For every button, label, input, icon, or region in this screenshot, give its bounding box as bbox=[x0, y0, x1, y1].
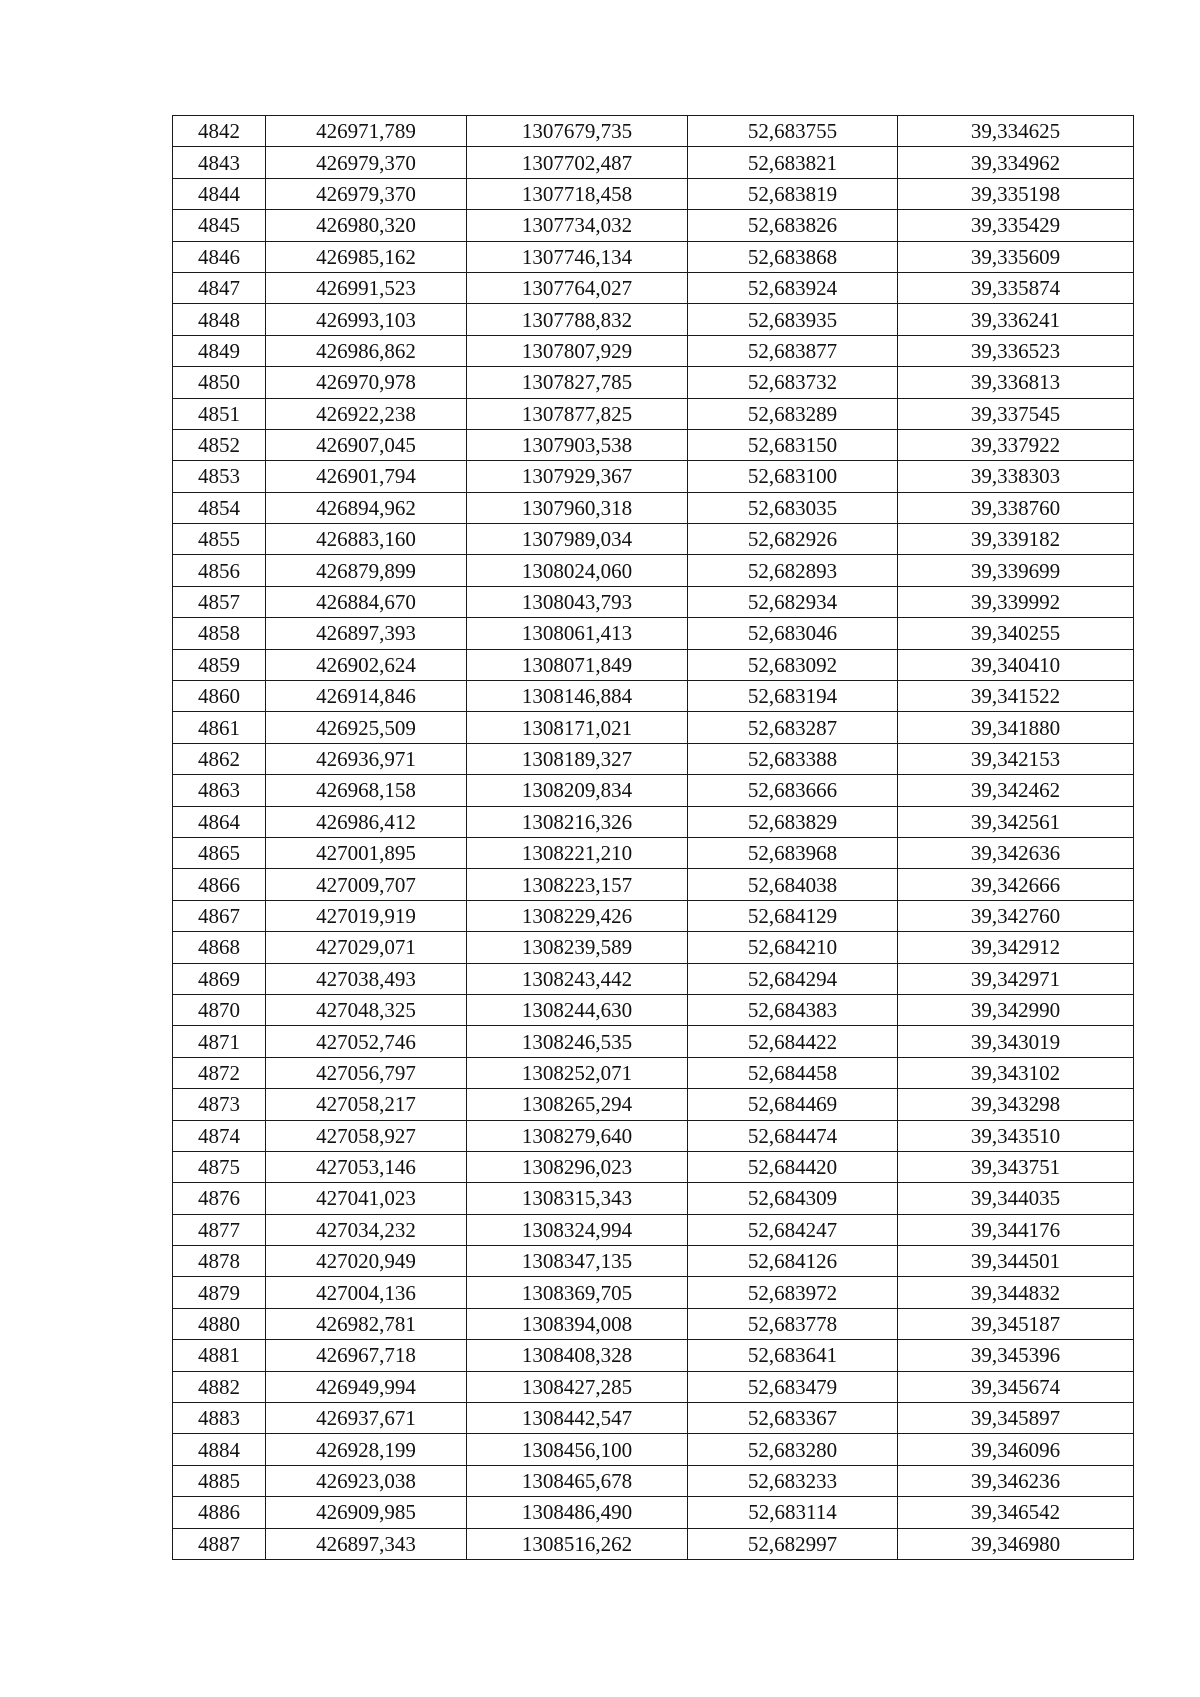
point-number-cell: 4853 bbox=[173, 461, 266, 492]
longitude-cell: 39,346980 bbox=[898, 1528, 1134, 1559]
longitude-cell: 39,337922 bbox=[898, 429, 1134, 460]
table-row bbox=[173, 963, 1134, 994]
point-number-cell: 4844 bbox=[173, 178, 266, 209]
table-row bbox=[173, 335, 1134, 366]
x-coordinate-cell: 426897,343 bbox=[266, 1528, 467, 1559]
table-row bbox=[173, 1151, 1134, 1182]
latitude-cell: 52,683280 bbox=[688, 1434, 898, 1465]
y-coordinate-cell: 1308043,793 bbox=[467, 586, 688, 617]
point-number-cell: 4887 bbox=[173, 1528, 266, 1559]
x-coordinate-cell: 426928,199 bbox=[266, 1434, 467, 1465]
longitude-cell: 39,342462 bbox=[898, 775, 1134, 806]
latitude-cell: 52,684294 bbox=[688, 963, 898, 994]
table-row bbox=[173, 1403, 1134, 1434]
y-coordinate-cell: 1308171,021 bbox=[467, 712, 688, 743]
y-coordinate-cell: 1308465,678 bbox=[467, 1465, 688, 1496]
longitude-cell: 39,335874 bbox=[898, 272, 1134, 303]
x-coordinate-cell: 426907,045 bbox=[266, 429, 467, 460]
longitude-cell: 39,342760 bbox=[898, 900, 1134, 931]
table-row bbox=[173, 178, 1134, 209]
longitude-cell: 39,344035 bbox=[898, 1183, 1134, 1214]
point-number-cell: 4870 bbox=[173, 994, 266, 1025]
longitude-cell: 39,343019 bbox=[898, 1026, 1134, 1057]
latitude-cell: 52,683641 bbox=[688, 1340, 898, 1371]
x-coordinate-cell: 426979,370 bbox=[266, 178, 467, 209]
table-row bbox=[173, 712, 1134, 743]
y-coordinate-cell: 1308246,535 bbox=[467, 1026, 688, 1057]
x-coordinate-cell: 427041,023 bbox=[266, 1183, 467, 1214]
longitude-cell: 39,343510 bbox=[898, 1120, 1134, 1151]
longitude-cell: 39,340410 bbox=[898, 649, 1134, 680]
x-coordinate-cell: 426985,162 bbox=[266, 241, 467, 272]
longitude-cell: 39,336523 bbox=[898, 335, 1134, 366]
table-row bbox=[173, 555, 1134, 586]
table-row bbox=[173, 1089, 1134, 1120]
point-number-cell: 4861 bbox=[173, 712, 266, 743]
longitude-cell: 39,342636 bbox=[898, 837, 1134, 868]
y-coordinate-cell: 1308252,071 bbox=[467, 1057, 688, 1088]
y-coordinate-cell: 1308209,834 bbox=[467, 775, 688, 806]
table-row bbox=[173, 492, 1134, 523]
x-coordinate-cell: 426923,038 bbox=[266, 1465, 467, 1496]
x-coordinate-cell: 426967,718 bbox=[266, 1340, 467, 1371]
longitude-cell: 39,342990 bbox=[898, 994, 1134, 1025]
x-coordinate-cell: 427058,217 bbox=[266, 1089, 467, 1120]
y-coordinate-cell: 1307960,318 bbox=[467, 492, 688, 523]
coordinates-table bbox=[172, 115, 1134, 1560]
y-coordinate-cell: 1307679,735 bbox=[467, 116, 688, 147]
latitude-cell: 52,683755 bbox=[688, 116, 898, 147]
table-row bbox=[173, 900, 1134, 931]
longitude-cell: 39,340255 bbox=[898, 618, 1134, 649]
table-row bbox=[173, 1528, 1134, 1559]
latitude-cell: 52,683114 bbox=[688, 1497, 898, 1528]
longitude-cell: 39,345897 bbox=[898, 1403, 1134, 1434]
point-number-cell: 4866 bbox=[173, 869, 266, 900]
x-coordinate-cell: 426937,671 bbox=[266, 1403, 467, 1434]
point-number-cell: 4842 bbox=[173, 116, 266, 147]
x-coordinate-cell: 426991,523 bbox=[266, 272, 467, 303]
point-number-cell: 4883 bbox=[173, 1403, 266, 1434]
longitude-cell: 39,342561 bbox=[898, 806, 1134, 837]
latitude-cell: 52,684126 bbox=[688, 1246, 898, 1277]
table-row bbox=[173, 994, 1134, 1025]
y-coordinate-cell: 1308394,008 bbox=[467, 1308, 688, 1339]
table-row bbox=[173, 429, 1134, 460]
x-coordinate-cell: 427053,146 bbox=[266, 1151, 467, 1182]
x-coordinate-cell: 426936,971 bbox=[266, 743, 467, 774]
point-number-cell: 4862 bbox=[173, 743, 266, 774]
x-coordinate-cell: 426993,103 bbox=[266, 304, 467, 335]
point-number-cell: 4876 bbox=[173, 1183, 266, 1214]
x-coordinate-cell: 427019,919 bbox=[266, 900, 467, 931]
latitude-cell: 52,682893 bbox=[688, 555, 898, 586]
longitude-cell: 39,334625 bbox=[898, 116, 1134, 147]
y-coordinate-cell: 1307877,825 bbox=[467, 398, 688, 429]
y-coordinate-cell: 1308146,884 bbox=[467, 681, 688, 712]
longitude-cell: 39,338760 bbox=[898, 492, 1134, 523]
latitude-cell: 52,683968 bbox=[688, 837, 898, 868]
table-row bbox=[173, 837, 1134, 868]
table-row bbox=[173, 869, 1134, 900]
point-number-cell: 4855 bbox=[173, 524, 266, 555]
x-coordinate-cell: 427052,746 bbox=[266, 1026, 467, 1057]
x-coordinate-cell: 426979,370 bbox=[266, 147, 467, 178]
table-row bbox=[173, 681, 1134, 712]
latitude-cell: 52,684309 bbox=[688, 1183, 898, 1214]
y-coordinate-cell: 1307807,929 bbox=[467, 335, 688, 366]
table-row bbox=[173, 806, 1134, 837]
table-row bbox=[173, 932, 1134, 963]
point-number-cell: 4868 bbox=[173, 932, 266, 963]
point-number-cell: 4849 bbox=[173, 335, 266, 366]
longitude-cell: 39,334962 bbox=[898, 147, 1134, 178]
table-row bbox=[173, 1497, 1134, 1528]
longitude-cell: 39,342971 bbox=[898, 963, 1134, 994]
point-number-cell: 4874 bbox=[173, 1120, 266, 1151]
y-coordinate-cell: 1308243,442 bbox=[467, 963, 688, 994]
y-coordinate-cell: 1307734,032 bbox=[467, 210, 688, 241]
longitude-cell: 39,338303 bbox=[898, 461, 1134, 492]
y-coordinate-cell: 1308244,630 bbox=[467, 994, 688, 1025]
point-number-cell: 4859 bbox=[173, 649, 266, 680]
point-number-cell: 4864 bbox=[173, 806, 266, 837]
point-number-cell: 4871 bbox=[173, 1026, 266, 1057]
y-coordinate-cell: 1308324,994 bbox=[467, 1214, 688, 1245]
point-number-cell: 4854 bbox=[173, 492, 266, 523]
latitude-cell: 52,683150 bbox=[688, 429, 898, 460]
y-coordinate-cell: 1308061,413 bbox=[467, 618, 688, 649]
coordinates-table-body bbox=[173, 116, 1134, 1560]
point-number-cell: 4845 bbox=[173, 210, 266, 241]
y-coordinate-cell: 1308239,589 bbox=[467, 932, 688, 963]
latitude-cell: 52,683819 bbox=[688, 178, 898, 209]
y-coordinate-cell: 1307903,538 bbox=[467, 429, 688, 460]
table-row bbox=[173, 241, 1134, 272]
y-coordinate-cell: 1307764,027 bbox=[467, 272, 688, 303]
latitude-cell: 52,683479 bbox=[688, 1371, 898, 1402]
table-row bbox=[173, 1057, 1134, 1088]
longitude-cell: 39,345674 bbox=[898, 1371, 1134, 1402]
table-row bbox=[173, 1340, 1134, 1371]
table-row bbox=[173, 1026, 1134, 1057]
y-coordinate-cell: 1307718,458 bbox=[467, 178, 688, 209]
table-row bbox=[173, 1120, 1134, 1151]
point-number-cell: 4863 bbox=[173, 775, 266, 806]
latitude-cell: 52,684474 bbox=[688, 1120, 898, 1151]
point-number-cell: 4848 bbox=[173, 304, 266, 335]
table-row bbox=[173, 1308, 1134, 1339]
longitude-cell: 39,344501 bbox=[898, 1246, 1134, 1277]
latitude-cell: 52,683868 bbox=[688, 241, 898, 272]
table-row bbox=[173, 398, 1134, 429]
latitude-cell: 52,683666 bbox=[688, 775, 898, 806]
latitude-cell: 52,682926 bbox=[688, 524, 898, 555]
latitude-cell: 52,683972 bbox=[688, 1277, 898, 1308]
point-number-cell: 4858 bbox=[173, 618, 266, 649]
x-coordinate-cell: 426982,781 bbox=[266, 1308, 467, 1339]
y-coordinate-cell: 1308189,327 bbox=[467, 743, 688, 774]
latitude-cell: 52,683100 bbox=[688, 461, 898, 492]
table-row bbox=[173, 649, 1134, 680]
longitude-cell: 39,342912 bbox=[898, 932, 1134, 963]
x-coordinate-cell: 426914,846 bbox=[266, 681, 467, 712]
latitude-cell: 52,683367 bbox=[688, 1403, 898, 1434]
table-row bbox=[173, 304, 1134, 335]
point-number-cell: 4852 bbox=[173, 429, 266, 460]
latitude-cell: 52,683924 bbox=[688, 272, 898, 303]
point-number-cell: 4857 bbox=[173, 586, 266, 617]
y-coordinate-cell: 1308486,490 bbox=[467, 1497, 688, 1528]
latitude-cell: 52,684247 bbox=[688, 1214, 898, 1245]
latitude-cell: 52,684420 bbox=[688, 1151, 898, 1182]
point-number-cell: 4877 bbox=[173, 1214, 266, 1245]
y-coordinate-cell: 1308216,326 bbox=[467, 806, 688, 837]
longitude-cell: 39,341522 bbox=[898, 681, 1134, 712]
point-number-cell: 4880 bbox=[173, 1308, 266, 1339]
point-number-cell: 4851 bbox=[173, 398, 266, 429]
x-coordinate-cell: 426884,670 bbox=[266, 586, 467, 617]
y-coordinate-cell: 1308279,640 bbox=[467, 1120, 688, 1151]
point-number-cell: 4867 bbox=[173, 900, 266, 931]
longitude-cell: 39,346236 bbox=[898, 1465, 1134, 1496]
longitude-cell: 39,339992 bbox=[898, 586, 1134, 617]
latitude-cell: 52,682934 bbox=[688, 586, 898, 617]
y-coordinate-cell: 1307827,785 bbox=[467, 367, 688, 398]
latitude-cell: 52,684210 bbox=[688, 932, 898, 963]
y-coordinate-cell: 1308315,343 bbox=[467, 1183, 688, 1214]
x-coordinate-cell: 426986,862 bbox=[266, 335, 467, 366]
x-coordinate-cell: 426986,412 bbox=[266, 806, 467, 837]
point-number-cell: 4850 bbox=[173, 367, 266, 398]
longitude-cell: 39,346096 bbox=[898, 1434, 1134, 1465]
table-row bbox=[173, 743, 1134, 774]
longitude-cell: 39,346542 bbox=[898, 1497, 1134, 1528]
longitude-cell: 39,341880 bbox=[898, 712, 1134, 743]
latitude-cell: 52,683732 bbox=[688, 367, 898, 398]
y-coordinate-cell: 1308456,100 bbox=[467, 1434, 688, 1465]
y-coordinate-cell: 1308221,210 bbox=[467, 837, 688, 868]
x-coordinate-cell: 426902,624 bbox=[266, 649, 467, 680]
latitude-cell: 52,684469 bbox=[688, 1089, 898, 1120]
longitude-cell: 39,344832 bbox=[898, 1277, 1134, 1308]
longitude-cell: 39,343298 bbox=[898, 1089, 1134, 1120]
point-number-cell: 4878 bbox=[173, 1246, 266, 1277]
table-row bbox=[173, 272, 1134, 303]
x-coordinate-cell: 426894,962 bbox=[266, 492, 467, 523]
y-coordinate-cell: 1308024,060 bbox=[467, 555, 688, 586]
longitude-cell: 39,343751 bbox=[898, 1151, 1134, 1182]
point-number-cell: 4846 bbox=[173, 241, 266, 272]
longitude-cell: 39,336241 bbox=[898, 304, 1134, 335]
x-coordinate-cell: 426968,158 bbox=[266, 775, 467, 806]
point-number-cell: 4882 bbox=[173, 1371, 266, 1402]
latitude-cell: 52,683829 bbox=[688, 806, 898, 837]
longitude-cell: 39,335609 bbox=[898, 241, 1134, 272]
latitude-cell: 52,683287 bbox=[688, 712, 898, 743]
longitude-cell: 39,337545 bbox=[898, 398, 1134, 429]
longitude-cell: 39,342666 bbox=[898, 869, 1134, 900]
longitude-cell: 39,344176 bbox=[898, 1214, 1134, 1245]
x-coordinate-cell: 427029,071 bbox=[266, 932, 467, 963]
point-number-cell: 4881 bbox=[173, 1340, 266, 1371]
point-number-cell: 4843 bbox=[173, 147, 266, 178]
table-row bbox=[173, 1246, 1134, 1277]
x-coordinate-cell: 426879,899 bbox=[266, 555, 467, 586]
table-row bbox=[173, 461, 1134, 492]
point-number-cell: 4865 bbox=[173, 837, 266, 868]
longitude-cell: 39,345396 bbox=[898, 1340, 1134, 1371]
table-row bbox=[173, 775, 1134, 806]
point-number-cell: 4860 bbox=[173, 681, 266, 712]
table-row bbox=[173, 116, 1134, 147]
y-coordinate-cell: 1308071,849 bbox=[467, 649, 688, 680]
point-number-cell: 4847 bbox=[173, 272, 266, 303]
x-coordinate-cell: 427056,797 bbox=[266, 1057, 467, 1088]
longitude-cell: 39,342153 bbox=[898, 743, 1134, 774]
latitude-cell: 52,684038 bbox=[688, 869, 898, 900]
table-row bbox=[173, 1183, 1134, 1214]
y-coordinate-cell: 1308408,328 bbox=[467, 1340, 688, 1371]
y-coordinate-cell: 1308369,705 bbox=[467, 1277, 688, 1308]
y-coordinate-cell: 1308229,426 bbox=[467, 900, 688, 931]
latitude-cell: 52,683194 bbox=[688, 681, 898, 712]
latitude-cell: 52,683821 bbox=[688, 147, 898, 178]
latitude-cell: 52,683233 bbox=[688, 1465, 898, 1496]
table-row bbox=[173, 1434, 1134, 1465]
point-number-cell: 4879 bbox=[173, 1277, 266, 1308]
y-coordinate-cell: 1308442,547 bbox=[467, 1403, 688, 1434]
y-coordinate-cell: 1308427,285 bbox=[467, 1371, 688, 1402]
x-coordinate-cell: 426909,985 bbox=[266, 1497, 467, 1528]
latitude-cell: 52,683388 bbox=[688, 743, 898, 774]
x-coordinate-cell: 427034,232 bbox=[266, 1214, 467, 1245]
latitude-cell: 52,683035 bbox=[688, 492, 898, 523]
x-coordinate-cell: 427048,325 bbox=[266, 994, 467, 1025]
table-row bbox=[173, 1371, 1134, 1402]
point-number-cell: 4875 bbox=[173, 1151, 266, 1182]
y-coordinate-cell: 1308296,023 bbox=[467, 1151, 688, 1182]
y-coordinate-cell: 1308347,135 bbox=[467, 1246, 688, 1277]
longitude-cell: 39,335198 bbox=[898, 178, 1134, 209]
table-row bbox=[173, 1277, 1134, 1308]
x-coordinate-cell: 426971,789 bbox=[266, 116, 467, 147]
latitude-cell: 52,683289 bbox=[688, 398, 898, 429]
latitude-cell: 52,682997 bbox=[688, 1528, 898, 1559]
latitude-cell: 52,683935 bbox=[688, 304, 898, 335]
longitude-cell: 39,336813 bbox=[898, 367, 1134, 398]
table-row bbox=[173, 618, 1134, 649]
point-number-cell: 4872 bbox=[173, 1057, 266, 1088]
latitude-cell: 52,683046 bbox=[688, 618, 898, 649]
longitude-cell: 39,339182 bbox=[898, 524, 1134, 555]
table-row bbox=[173, 524, 1134, 555]
y-coordinate-cell: 1307989,034 bbox=[467, 524, 688, 555]
table-row bbox=[173, 147, 1134, 178]
latitude-cell: 52,684129 bbox=[688, 900, 898, 931]
table-row bbox=[173, 1214, 1134, 1245]
y-coordinate-cell: 1308516,262 bbox=[467, 1528, 688, 1559]
x-coordinate-cell: 426949,994 bbox=[266, 1371, 467, 1402]
longitude-cell: 39,339699 bbox=[898, 555, 1134, 586]
x-coordinate-cell: 427009,707 bbox=[266, 869, 467, 900]
table-row bbox=[173, 586, 1134, 617]
latitude-cell: 52,684383 bbox=[688, 994, 898, 1025]
latitude-cell: 52,683778 bbox=[688, 1308, 898, 1339]
x-coordinate-cell: 427001,895 bbox=[266, 837, 467, 868]
x-coordinate-cell: 426922,238 bbox=[266, 398, 467, 429]
table-row bbox=[173, 1465, 1134, 1496]
longitude-cell: 39,345187 bbox=[898, 1308, 1134, 1339]
point-number-cell: 4884 bbox=[173, 1434, 266, 1465]
y-coordinate-cell: 1307929,367 bbox=[467, 461, 688, 492]
point-number-cell: 4856 bbox=[173, 555, 266, 586]
point-number-cell: 4869 bbox=[173, 963, 266, 994]
y-coordinate-cell: 1307788,832 bbox=[467, 304, 688, 335]
y-coordinate-cell: 1307702,487 bbox=[467, 147, 688, 178]
x-coordinate-cell: 426901,794 bbox=[266, 461, 467, 492]
longitude-cell: 39,343102 bbox=[898, 1057, 1134, 1088]
x-coordinate-cell: 427020,949 bbox=[266, 1246, 467, 1277]
y-coordinate-cell: 1308265,294 bbox=[467, 1089, 688, 1120]
point-number-cell: 4885 bbox=[173, 1465, 266, 1496]
y-coordinate-cell: 1307746,134 bbox=[467, 241, 688, 272]
x-coordinate-cell: 426883,160 bbox=[266, 524, 467, 555]
y-coordinate-cell: 1308223,157 bbox=[467, 869, 688, 900]
x-coordinate-cell: 427058,927 bbox=[266, 1120, 467, 1151]
latitude-cell: 52,683826 bbox=[688, 210, 898, 241]
latitude-cell: 52,683877 bbox=[688, 335, 898, 366]
point-number-cell: 4873 bbox=[173, 1089, 266, 1120]
point-number-cell: 4886 bbox=[173, 1497, 266, 1528]
table-row bbox=[173, 367, 1134, 398]
x-coordinate-cell: 427038,493 bbox=[266, 963, 467, 994]
x-coordinate-cell: 426970,978 bbox=[266, 367, 467, 398]
latitude-cell: 52,683092 bbox=[688, 649, 898, 680]
latitude-cell: 52,684458 bbox=[688, 1057, 898, 1088]
table-row bbox=[173, 210, 1134, 241]
x-coordinate-cell: 426897,393 bbox=[266, 618, 467, 649]
x-coordinate-cell: 427004,136 bbox=[266, 1277, 467, 1308]
latitude-cell: 52,684422 bbox=[688, 1026, 898, 1057]
x-coordinate-cell: 426925,509 bbox=[266, 712, 467, 743]
x-coordinate-cell: 426980,320 bbox=[266, 210, 467, 241]
longitude-cell: 39,335429 bbox=[898, 210, 1134, 241]
